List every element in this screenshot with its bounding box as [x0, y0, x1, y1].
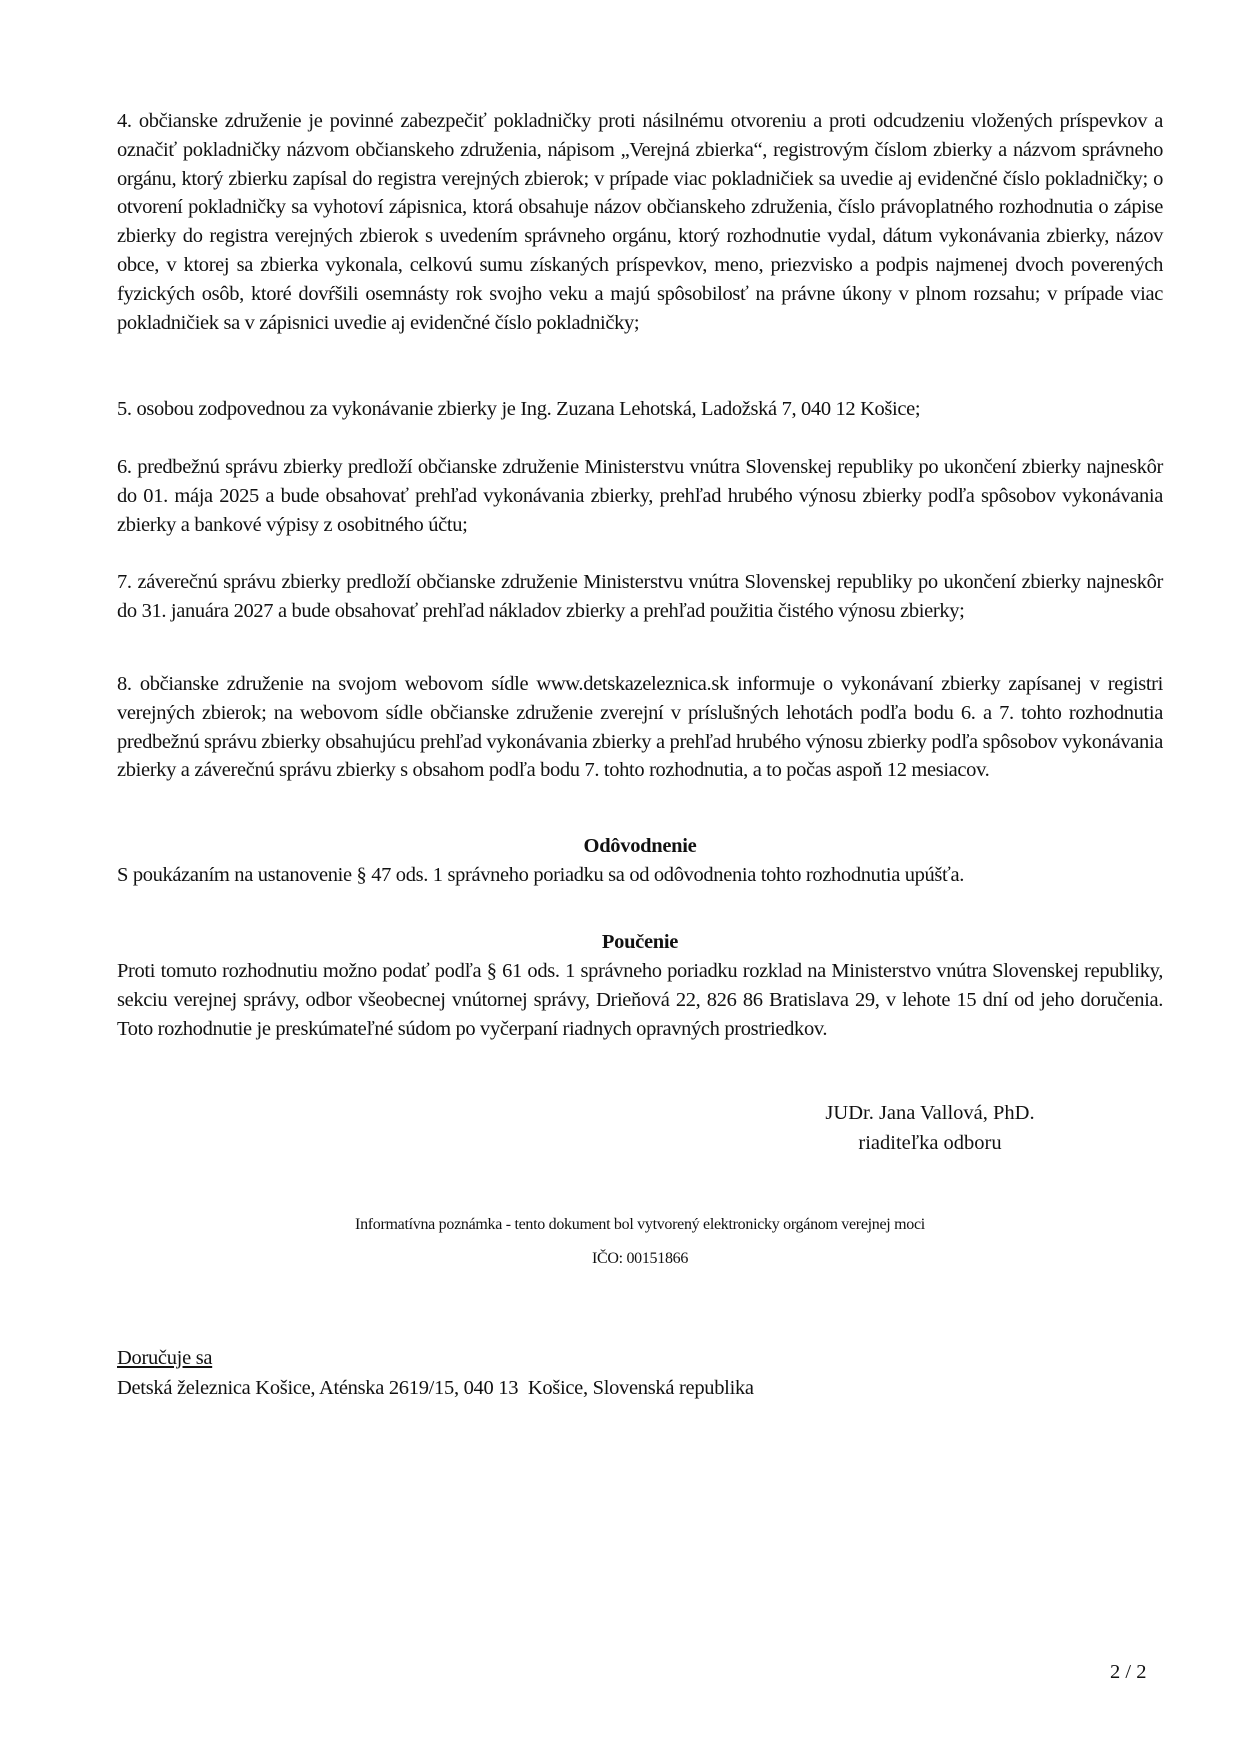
info-note: Informatívna poznámka - tento dokument bol vytvorený elektronicky orgánom verejnej moci [355, 1216, 925, 1233]
instruction-heading: Poučenie [601, 931, 679, 953]
item-4 [117, 107, 1163, 337]
justification-paragraph: S poukázaním na ustanovenie § 47 ods. 1 správneho poriadku sa od odôvodnenia tohto rozhodnutia upúšťa. [117, 864, 964, 886]
justification-text [117, 861, 1163, 890]
signature-name: JUDr. Jana Vallová, PhD. [825, 1102, 1035, 1124]
instruction-text [117, 957, 1163, 1043]
justification-heading: Odôvodnenie [583, 835, 697, 857]
item-8 [117, 670, 1163, 785]
ico-number: IČO: 00151866 [591, 1250, 689, 1267]
item-8-text: 8. občianske združenie na svojom webovom sídle www.detskazeleznica.sk informuje o vykonávaní zbierky zapísanej v registri verejných zbierok; na webovom sídle občianske združenie zverejní v príslušných lehotách podľa bodu 6. a 7. tohto rozhodnutia predbežnú správu zbierky obsahujúcu prehľad vykonávania zbierky a prehľad hrubého výnosu zbierky podľa spôsobov vykonávania zbierky a záverečnú správu zbierky s obsahom podľa bodu 7. tohto rozhodnutia, a to počas aspoň 12 mesiacov. [117, 673, 1163, 782]
signature-title: riaditeľka odboru [858, 1132, 1002, 1154]
page-number: 2 / 2 [1110, 1661, 1147, 1683]
instruction-paragraph: Proti tomuto rozhodnutiu možno podať podľa § 61 ods. 1 správneho poriadku rozklad na Ministerstvo vnútra Slovenskej republiky, sekciu verejnej správy, odbor všeobecnej vnútornej správy, Drieňová 22, 826 86 Bratislava 29, v lehote 15 dní od jeho doručenia. Toto rozhodnutie je preskúmateľné súdom po vyčerpaní riadnych opravných prostriedkov. [117, 960, 1163, 1040]
delivery-label: Doručuje sa [117, 1347, 213, 1369]
item-6 [117, 453, 1163, 539]
item-6-text: 6. predbežnú správu zbierky predloží občianske združenie Ministerstvu vnútra Slovenskej republiky po ukončení zbierky najneskôr do 01. mája 2025 a bude obsahovať prehľad vykonávania zbierky, prehľad hrubého výnosu zbierky podľa spôsobov vykonávania zbierky a bankové výpisy z osobitného účtu; [117, 456, 1163, 536]
item-4-text: 4. občianske združenie je povinné zabezpečiť pokladničky proti násilnému otvoreniu a proti odcudzeniu vložených príspevkov a označiť pokladničky názvom občianskeho združenia, nápisom „Verejná zbierka“, registrovým číslom zbierky a názvom správneho orgánu, ktorý zbierku zapísal do registra verejných zbierok; v prípade viac pokladničiek sa uvedie aj evidenčné číslo pokladničky; o otvorení pokladničky sa vyhotoví zápisnica, ktorá obsahuje názov občianskeho združenia, číslo právoplatného rozhodnutia o zápise zbierky do registra verejných zbierok s uvedením správneho orgánu, ktorý rozhodnutie vydal, dátum vykonávania zbierky, názov obce, v ktorej sa zbierka vykonala, celkovú sumu získaných príspevkov, meno, priezvisko a podpis najmenej dvoch poverených fyzických osôb, ktoré dovŕšili osemnásty rok svojho veku a majú spôsobilosť na právne úkony v plnom rozsahu; v prípade viac pokladničiek sa v zápisnici uvedie aj evidenčné číslo pokladničky; [117, 110, 1163, 334]
item-5-text: 5. osobou zodpovednou za vykonávanie zbierky je Ing. Zuzana Lehotská, Ladožská 7, 040 12 Košice; [117, 398, 921, 420]
item-5 [117, 395, 1163, 424]
item-7-text: 7. záverečnú správu zbierky predloží občianske združenie Ministerstvu vnútra Slovenskej republiky po ukončení zbierky najneskôr do 31. januára 2027 a bude obsahovať prehľad nákladov zbierky a prehľad použitia čistého výnosu zbierky; [117, 571, 1163, 622]
item-7 [117, 568, 1163, 626]
delivery-address: Detská železnica Košice, Aténska 2619/15, 040 13 Košice, Slovenská republika [117, 1377, 754, 1399]
